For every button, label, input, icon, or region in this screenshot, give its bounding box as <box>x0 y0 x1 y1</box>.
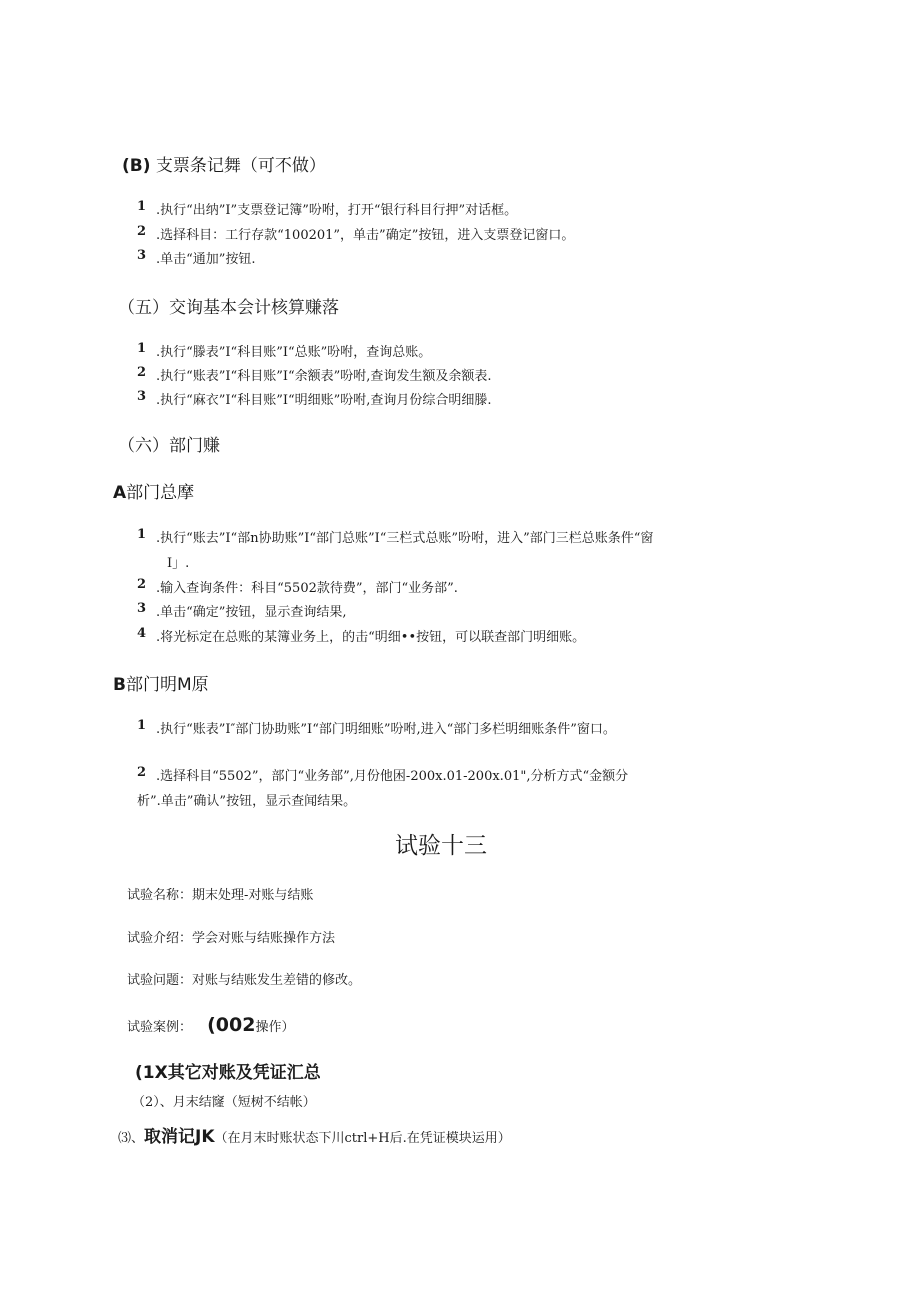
list-item: .执行“账去”I“部n协助账”I“部门总账”I“三栏式总账”吩咐，进入”部门三栏总账条件“窗 <box>156 531 654 546</box>
section-6-heading: （六）部门赚 <box>118 436 220 456</box>
list-item: .执行“账表”I“科目账”I“余额表”吩咐,查询发生额及余额表. <box>156 369 492 384</box>
list-item: .执行“出纳”I”支票登记簿”吩咐，打开“银行科目行押”对话框。 <box>156 203 518 218</box>
list-item: .单击“通加”按钮. <box>156 252 256 267</box>
list-item-number: 2 <box>137 765 147 780</box>
list-item-continuation: I」. <box>167 556 190 571</box>
list-item-number: 3 <box>137 601 147 616</box>
list-item: .单击“确定”按钮，显示查询结果, <box>156 605 347 620</box>
list-item-number: 2 <box>137 224 147 239</box>
list-item-number: 3 <box>137 389 147 404</box>
list-item-number: 2 <box>137 577 147 592</box>
list-item-number: 4 <box>137 626 147 641</box>
list-item-number: 1 <box>137 718 147 733</box>
subsection-b-title: 部门明M原 <box>125 675 209 695</box>
step-3-prefix: ⑶、 <box>118 1131 145 1146</box>
section-b-prefix: (B) <box>122 156 151 176</box>
subsection-a-prefix: A <box>113 483 127 503</box>
list-item: .执行“滕表”I“科目账”I“总账”吩咐，查询总账。 <box>156 345 432 360</box>
experiment-case <box>127 1014 294 1036</box>
page-title: 试验十三 <box>395 833 487 859</box>
list-item: .将光标定在总账的某簿业务上，的击“明细••按钮，可以联查部门明细账。 <box>156 630 586 645</box>
step-1: (1X其它对账及凭证汇总 <box>135 1063 321 1083</box>
list-item: .输入查询条件：科目“5502款待费”，部门“业务部”. <box>156 581 458 596</box>
section-b-heading <box>122 151 326 176</box>
list-item-number: 1 <box>137 341 147 356</box>
case-code: (002 <box>207 1014 256 1036</box>
list-item-number: 1 <box>137 527 147 542</box>
case-label: 试验案例： <box>127 1020 193 1035</box>
list-item: .执行“账表”I″部门协助账”I“部门明细账”吩咐,进入“部门多栏明细账条件”窗口。 <box>156 722 616 737</box>
step-3-note: （在月末时账状态下川ctrl+H后.在凭证模块运用） <box>214 1131 511 1146</box>
list-item-continuation: 析”.单击”确认”按钮，显示查闻结果。 <box>137 794 357 809</box>
section-b-title: 支票条记舞（可不做） <box>155 156 326 176</box>
experiment-name: 试验名称：期末处理-对账与结账 <box>127 888 314 903</box>
subsection-a-title: 部门总摩 <box>126 483 195 503</box>
list-item-number: 3 <box>137 248 147 263</box>
case-operation: 操作） <box>255 1020 295 1035</box>
section-5-heading: （五）交询基本会计核算赚落 <box>118 298 339 318</box>
step-3 <box>118 1122 511 1147</box>
subsection-b-heading <box>113 670 209 695</box>
list-item: .选择科目：工行存款“100201”，单击”确定”按钮，进入支票登记窗口。 <box>156 228 575 243</box>
list-item-number: 2 <box>137 365 147 380</box>
subsection-a-heading <box>113 478 194 503</box>
subsection-b-prefix: B <box>113 675 126 695</box>
list-item: .执行“麻衣”I“科目账”I“明细账”吩咐,查询月份综合明细滕. <box>156 393 492 408</box>
step-3-title: 取消记JK <box>144 1127 215 1147</box>
list-item-number: 1 <box>137 199 147 214</box>
list-item: .选择科目“5502”，部门“业务部”,月份他困-200x.01-200x.01",分析方式“金额分 <box>156 769 629 784</box>
experiment-issue: 试验问题：对账与结账发生差错的修改。 <box>127 973 362 988</box>
step-2: （2）、月末结窿（短树不结帐） <box>132 1095 316 1110</box>
experiment-intro: 试验介绍：学会对账与结账操作方法 <box>127 931 336 946</box>
